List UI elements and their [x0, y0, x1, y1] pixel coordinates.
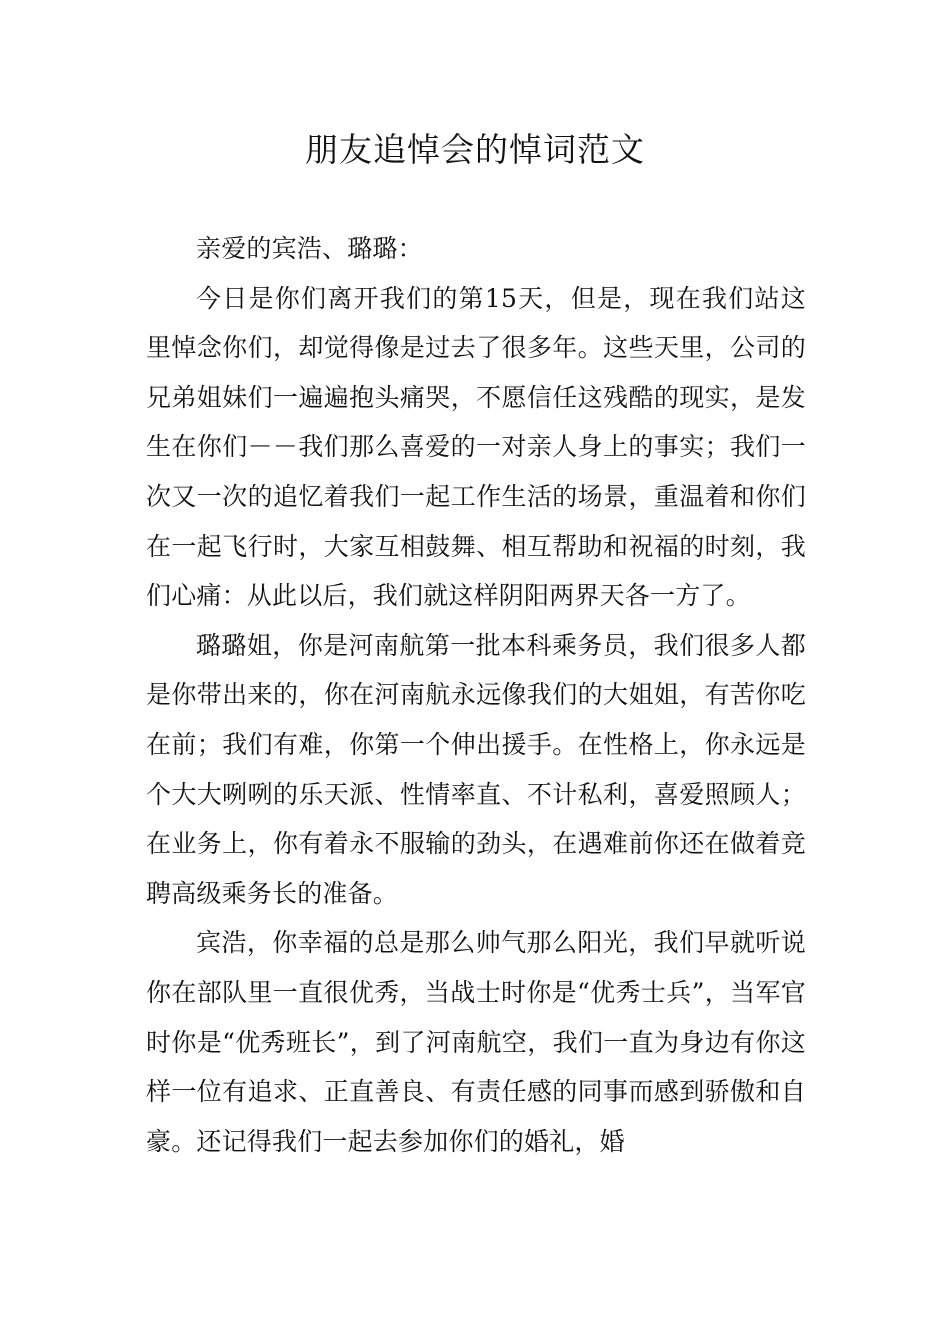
- paragraph-lulu: 璐璐姐，你是河南航第一批本科乘务员，我们很多人都是你带出来的，你在河南航永远像我们的大姐姐，有苦你吃在前；我们有难，你第一个伸出援手。在性格上，你永远是个大大咧咧的乐天派、性情率直、不计私利，喜爱照顾人；在业务上，你有着永不服输的劲头，在遇难前你还在做着竞聘高级乘务长的准备。: [146, 630, 806, 908]
- salutation-paragraph: 亲爱的宾浩、璐璐：: [196, 234, 423, 263]
- document-body: [146, 224, 806, 1166]
- document-title: 朋友追悼会的悼词范文: [305, 130, 645, 169]
- paragraph-intro: 今日是你们离开我们的第15天，但是，现在我们站这里悼念你们，却觉得像是过去了很多年。这些天里，公司的兄弟姐妹们一遍遍抱头痛哭，不愿信任这残酷的现实，是发生在你们－－我们那么喜爱的一对亲人身上的事实；我们一次又一次的追忆着我们一起工作生活的场景，重温着和你们在一起飞行时，大家互相鼓舞、相互帮助和祝福的时刻，我们心痛：从此以后，我们就这样阴阳两界天各一方了。: [146, 283, 806, 611]
- paragraph-binhao: 宾浩，你幸福的总是那么帅气那么阳光，我们早就听说你在部队里一直很优秀，当战士时你是“优秀士兵”，当军官时你是“优秀班长”，到了河南航空，我们一直为身边有你这样一位有追求、正直善良、有责任感的同事而感到骄傲和自豪。还记得我们一起去参加你们的婚礼，婚: [146, 928, 806, 1156]
